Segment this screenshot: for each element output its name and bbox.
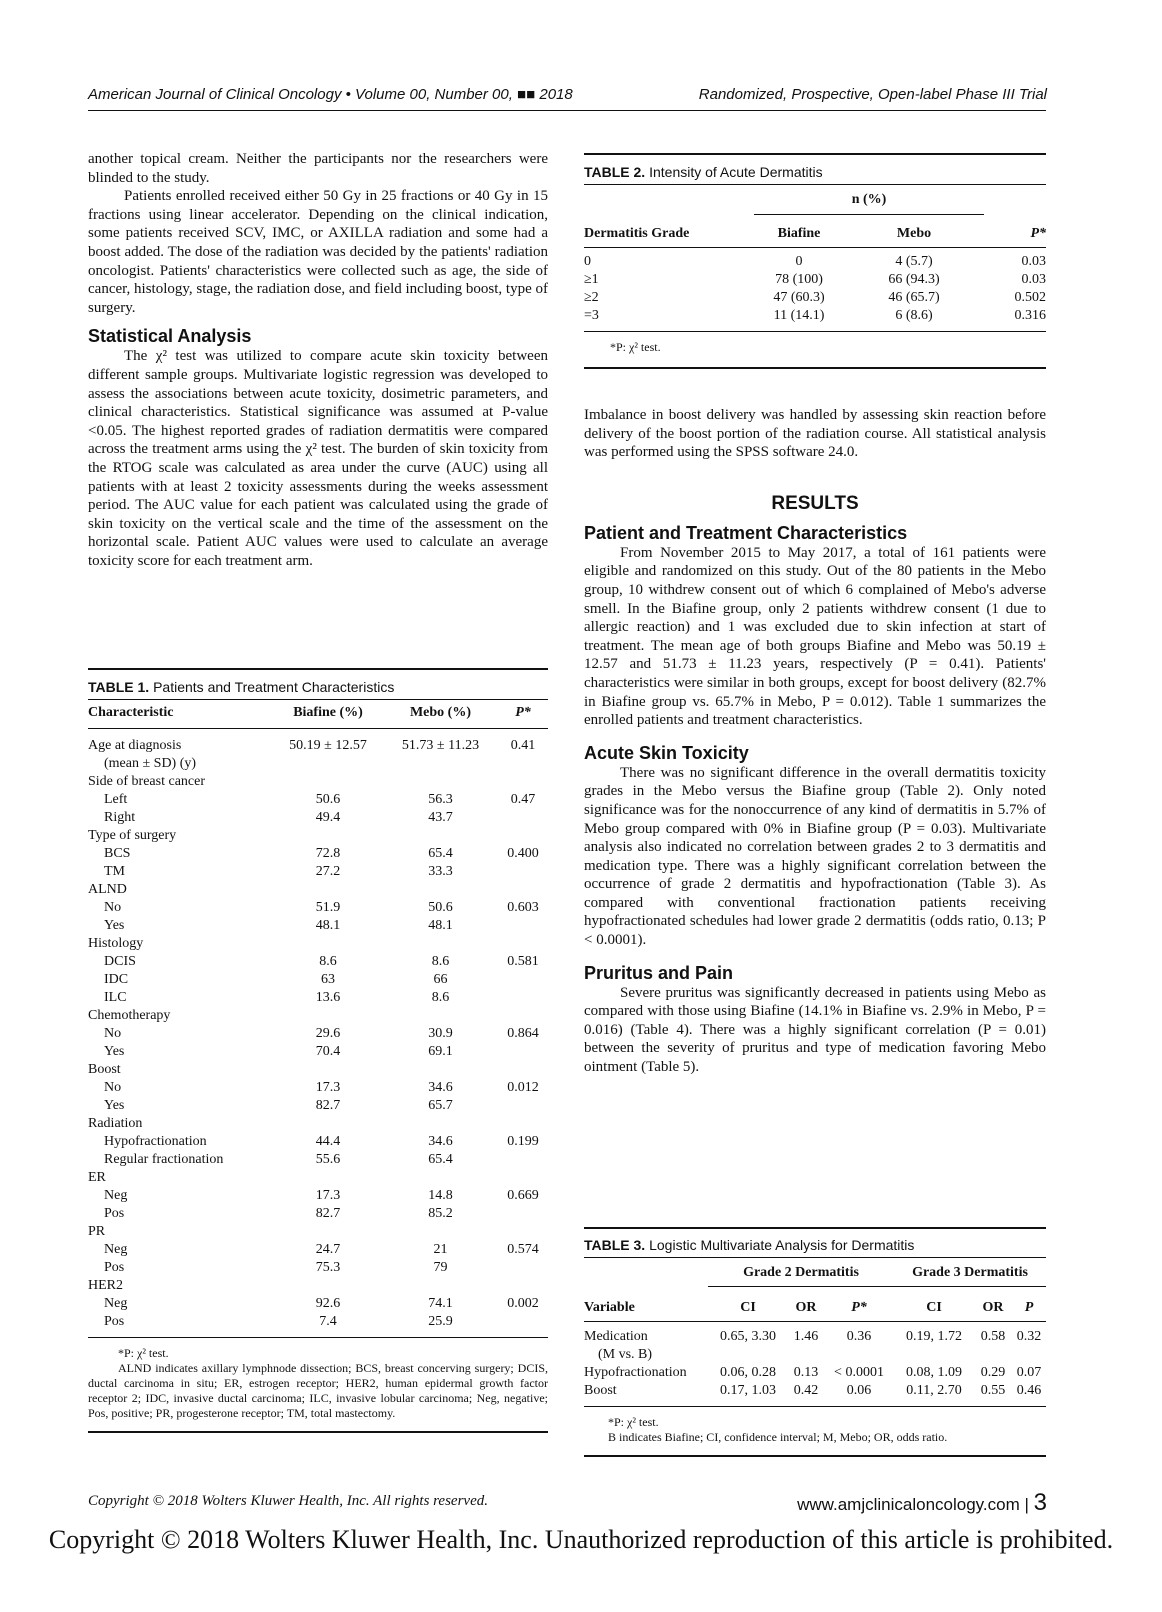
mebo-cell bbox=[383, 755, 498, 773]
row-label: Radiation bbox=[88, 1116, 143, 1131]
results-heading: RESULTS bbox=[771, 492, 859, 514]
col-header: Variable bbox=[584, 1300, 635, 1315]
row-label: Chemotherapy bbox=[88, 1008, 171, 1023]
p-value-cell bbox=[498, 917, 548, 935]
paragraph: From November 2015 to May 2017, a total of 161 patients were eligible and randomized on this study. Out of the 80 patients in the Mebo group, 10 withdrew consent out of which 6 complained of Mebo's adverse smell. In the Biafine group, only 2 patients withdrew consent (1 due to allergic reaction) and 1 was excluded due to skin infection at start of treatment. The mean age of both groups Biafine and Mebo was 50.19 ± 12.57 and 51.73 ± 11.23 years, respectively (P = 0.41). Patients' characteristics were similar in both groups, except for boost delivery (82.7% in Biafine group vs. 65.7% in Mebo, P = 0.012). Table 1 summarizes the enrolled patients and treatment characteristics. bbox=[584, 544, 1046, 729]
biafine-cell bbox=[273, 827, 383, 845]
section-heading: Pruritus and Pain bbox=[584, 962, 734, 983]
biafine-cell: 75.3 bbox=[315, 1260, 341, 1275]
copyright-banner: Copyright © 2018 Wolters Kluwer Health, Inc. Unauthorized reproduction of this article is prohibited. bbox=[48, 1525, 1114, 1554]
row-label: Neg bbox=[104, 1242, 128, 1257]
p-value-cell bbox=[498, 1259, 548, 1277]
biafine-cell: 47 (60.3) bbox=[773, 290, 825, 305]
p-value-cell bbox=[824, 1346, 894, 1364]
mebo-cell: 69.1 bbox=[428, 1044, 453, 1059]
table-2 bbox=[584, 153, 1046, 369]
mebo-cell: 30.9 bbox=[428, 1026, 453, 1041]
left-column bbox=[88, 150, 548, 570]
table-label: TABLE 2. bbox=[584, 164, 646, 180]
table-row bbox=[88, 755, 548, 773]
p-value-cell bbox=[498, 863, 548, 881]
col-header: P bbox=[1024, 1300, 1034, 1315]
running-title: Randomized, Prospective, Open-label Phase III Trial bbox=[698, 86, 1047, 103]
biafine-cell: 11 (14.1) bbox=[773, 308, 825, 323]
mebo-cell bbox=[383, 1115, 498, 1133]
mebo-cell: 66 (94.3) bbox=[888, 272, 940, 287]
group-header: n (%) bbox=[754, 191, 984, 215]
biafine-cell bbox=[273, 773, 383, 791]
p-value-cell: 0.03 bbox=[1021, 254, 1046, 269]
p-value-cell: 0.502 bbox=[1014, 290, 1046, 305]
table-note: *P: χ² test. bbox=[610, 340, 661, 354]
table-row bbox=[88, 1007, 548, 1025]
mebo-cell: 33.3 bbox=[428, 864, 453, 879]
table-row bbox=[584, 307, 1046, 325]
table-row bbox=[88, 1169, 548, 1187]
row-label: IDC bbox=[104, 972, 129, 987]
paragraph: Severe pruritus was significantly decreased in patients using Mebo as compared with those using Biafine (14.1% in Biafine vs. 2.9% in Mebo, P = 0.016) (Table 4). There was a highly significant correlation (P = 0.01) between the severity of pruritus and type of medication favoring Mebo ointment (Table 5). bbox=[584, 984, 1046, 1076]
table-caption bbox=[88, 679, 548, 695]
group-header: Grade 2 Dermatitis bbox=[708, 1264, 894, 1287]
mebo-cell: 46 (65.7) bbox=[888, 290, 940, 305]
or-cell: 0.13 bbox=[793, 1365, 819, 1380]
mebo-cell: 74.1 bbox=[428, 1296, 453, 1311]
row-label: Left bbox=[104, 792, 128, 807]
right-column bbox=[584, 406, 1046, 1077]
table-row bbox=[584, 1328, 1046, 1346]
row-label: Yes bbox=[104, 1098, 125, 1113]
biafine-cell: 27.2 bbox=[315, 864, 341, 879]
row-label: TM bbox=[104, 864, 125, 879]
table-row bbox=[88, 737, 548, 755]
biafine-cell: 51.9 bbox=[315, 900, 341, 915]
mebo-cell bbox=[383, 1061, 498, 1079]
p-value-cell: 0.46 bbox=[1016, 1383, 1042, 1398]
row-label: Boost bbox=[88, 1062, 121, 1077]
col-header: CI bbox=[740, 1300, 756, 1315]
table-row bbox=[88, 791, 548, 809]
p-value-cell bbox=[498, 827, 548, 845]
table-title: Logistic Multivariate Analysis for Dermatitis bbox=[649, 1237, 915, 1253]
p-value-cell: 0.603 bbox=[507, 900, 539, 915]
table-caption bbox=[584, 164, 1046, 180]
variable-cell: Medication bbox=[584, 1329, 648, 1344]
row-label: Yes bbox=[104, 918, 125, 933]
table-row bbox=[88, 1223, 548, 1241]
p-value-cell bbox=[498, 971, 548, 989]
p-value-cell: 0.41 bbox=[510, 738, 536, 753]
col-header: Mebo (%) bbox=[409, 705, 472, 720]
p-value-cell: 0.669 bbox=[507, 1188, 539, 1203]
grade-cell: 0 bbox=[584, 254, 591, 269]
p-value-cell bbox=[498, 1205, 548, 1223]
table-row bbox=[88, 1115, 548, 1133]
p-value-cell: 0.400 bbox=[507, 846, 539, 861]
row-label: Neg bbox=[104, 1296, 128, 1311]
biafine-cell bbox=[273, 1223, 383, 1241]
p-value-cell bbox=[498, 1043, 548, 1061]
biafine-cell: 49.4 bbox=[315, 810, 341, 825]
table-row bbox=[584, 289, 1046, 307]
biafine-cell: 7.4 bbox=[319, 1314, 337, 1329]
p-value-cell: 0.03 bbox=[1021, 272, 1046, 287]
table-row bbox=[88, 881, 548, 899]
biafine-cell: 72.8 bbox=[315, 846, 341, 861]
table-row bbox=[88, 1025, 548, 1043]
mebo-cell: 48.1 bbox=[428, 918, 453, 933]
row-label: Pos bbox=[104, 1260, 125, 1275]
mebo-cell: 65.7 bbox=[428, 1098, 453, 1113]
mebo-cell: 6 (8.6) bbox=[895, 308, 933, 323]
p-value-cell bbox=[498, 1007, 548, 1025]
footer-url-page: www.amjclinicaloncology.com | 3 bbox=[797, 1489, 1047, 1516]
grade-cell: ≥2 bbox=[584, 290, 599, 305]
mebo-cell bbox=[383, 935, 498, 953]
table-row bbox=[88, 1295, 548, 1313]
table-1 bbox=[88, 668, 548, 1433]
p-value-cell: 0.32 bbox=[1016, 1329, 1042, 1344]
row-label: Type of surgery bbox=[88, 828, 177, 843]
table-row bbox=[88, 1043, 548, 1061]
row-label: Side of breast cancer bbox=[88, 774, 205, 789]
table-row bbox=[584, 253, 1046, 271]
paragraph: Patients enrolled received either 50 Gy in 25 fractions or 40 Gy in 15 fractions using linear accelerator. Depending on the clinical indication, some patients received SCV, IMC, or AXILLA radiation and some had a boost added. The dose of the radiation was decided by the patients' radiation oncologist. Patients' characteristics were collected such as age, the side of cancer, histology, stage, the radiation dose, and field including boost, type of surgery. bbox=[88, 188, 548, 316]
ci-cell: 0.17, 1.03 bbox=[720, 1383, 776, 1398]
table-row bbox=[88, 1133, 548, 1151]
paragraph: another topical cream. Neither the participants nor the researchers were blinded to the study. bbox=[88, 151, 548, 186]
mebo-cell: 65.4 bbox=[428, 1152, 453, 1167]
table-row bbox=[88, 917, 548, 935]
page-number: 3 bbox=[1033, 1489, 1047, 1516]
table-row bbox=[88, 809, 548, 827]
biafine-cell bbox=[273, 755, 383, 773]
col-header: P* bbox=[851, 1300, 867, 1315]
table-row bbox=[584, 1364, 1046, 1382]
mebo-cell: 79 bbox=[433, 1260, 448, 1275]
table-row bbox=[88, 1097, 548, 1115]
p-value-cell bbox=[498, 809, 548, 827]
ci-cell: 0.65, 3.30 bbox=[720, 1329, 776, 1344]
paragraph: There was no significant difference in the overall dermatitis toxicity grades in the Mebo versus the Biafine group (Table 2). Only noted significance was for the nonoccurrence of any kind of dermatitis in 5.7% of Mebo group compared with 0% in Biafine group (P = 0.03). Multivariate analysis also indicated no correlation between grades 2 to 3 dermatitis and medication type. There was a highly significant correlation between the occurrence of grade 2 dermatitis and hypofractionation (Table 3). As compared with conventional fractionation patients receiving hypofractionated schedules had lower grade 2 dermatitis (odds ratio, 0.13; P < 0.0001). bbox=[584, 764, 1046, 949]
row-label: No bbox=[104, 900, 122, 915]
footer-copyright: Copyright © 2018 Wolters Kluwer Health, Inc. All rights reserved. bbox=[88, 1493, 488, 1509]
table-row bbox=[584, 1382, 1046, 1400]
ci-cell: 0.06, 0.28 bbox=[720, 1365, 776, 1380]
biafine-cell: 48.1 bbox=[315, 918, 341, 933]
p-value-cell: 0.47 bbox=[510, 792, 536, 807]
or-cell: 0.58 bbox=[980, 1329, 1006, 1344]
p-value-cell: 0.574 bbox=[507, 1242, 539, 1257]
biafine-cell: 44.4 bbox=[315, 1134, 341, 1149]
row-label: Age at diagnosis bbox=[88, 738, 182, 753]
table-row bbox=[88, 989, 548, 1007]
table-row bbox=[88, 1079, 548, 1097]
header-rule bbox=[88, 110, 1046, 111]
variable-cell: Hypofractionation bbox=[584, 1365, 687, 1380]
row-label: Histology bbox=[88, 936, 144, 951]
row-label: DCIS bbox=[104, 954, 136, 969]
biafine-cell bbox=[273, 1169, 383, 1187]
p-value-cell bbox=[498, 1169, 548, 1187]
col-header: OR bbox=[982, 1300, 1004, 1315]
row-label: Hypofractionation bbox=[104, 1134, 207, 1149]
ci-cell bbox=[708, 1346, 788, 1364]
mebo-cell: 34.6 bbox=[428, 1134, 453, 1149]
row-label: Neg bbox=[104, 1188, 128, 1203]
table-3 bbox=[584, 1227, 1046, 1457]
mebo-cell bbox=[383, 1169, 498, 1187]
biafine-cell: 92.6 bbox=[315, 1296, 341, 1311]
or-cell: 0.29 bbox=[980, 1365, 1006, 1380]
biafine-cell: 8.6 bbox=[319, 954, 337, 969]
variable-cell: Boost bbox=[584, 1383, 617, 1398]
mebo-cell: 66 bbox=[433, 972, 448, 987]
mebo-cell: 14.8 bbox=[428, 1188, 453, 1203]
mebo-cell bbox=[383, 1277, 498, 1295]
grade-cell: =3 bbox=[584, 308, 599, 323]
p-value-cell bbox=[498, 1223, 548, 1241]
table-row bbox=[88, 1241, 548, 1259]
row-label: No bbox=[104, 1080, 122, 1095]
p-value-cell: < 0.0001 bbox=[834, 1365, 884, 1380]
biafine-cell: 0 bbox=[795, 254, 803, 269]
or-cell bbox=[974, 1346, 1012, 1364]
table-row bbox=[88, 863, 548, 881]
p-value-cell bbox=[498, 755, 548, 773]
section-heading: Acute Skin Toxicity bbox=[584, 742, 749, 763]
p-value-cell bbox=[498, 989, 548, 1007]
table-3-grid bbox=[584, 1264, 1046, 1400]
biafine-cell: 82.7 bbox=[315, 1206, 341, 1221]
ci-cell: 0.19, 1.72 bbox=[906, 1329, 962, 1344]
mebo-cell: 43.7 bbox=[428, 810, 453, 825]
table-title: Patients and Treatment Characteristics bbox=[153, 679, 395, 695]
col-header: P* bbox=[515, 705, 531, 720]
mebo-cell bbox=[383, 1223, 498, 1241]
mebo-cell bbox=[383, 1007, 498, 1025]
biafine-cell bbox=[273, 1277, 383, 1295]
mebo-cell: 4 (5.7) bbox=[895, 254, 933, 269]
mebo-cell: 21 bbox=[433, 1242, 448, 1257]
row-label: PR bbox=[88, 1224, 106, 1239]
table-row bbox=[88, 773, 548, 791]
journal-header: American Journal of Clinical Oncology • Volume 00, Number 00, ■■ 2018 bbox=[88, 86, 573, 103]
table-note: *P: χ² test. bbox=[118, 1346, 169, 1360]
p-value-cell bbox=[498, 1313, 548, 1331]
biafine-cell: 50.6 bbox=[315, 792, 341, 807]
biafine-cell: 50.19 ± 12.57 bbox=[289, 738, 367, 753]
ci-cell: 0.11, 2.70 bbox=[906, 1383, 962, 1398]
table-caption bbox=[584, 1237, 1046, 1253]
biafine-cell: 82.7 bbox=[315, 1098, 341, 1113]
p-value-cell: 0.06 bbox=[846, 1383, 872, 1398]
table-note: B indicates Biafine; CI, confidence interval; M, Mebo; OR, odds ratio. bbox=[608, 1430, 948, 1444]
table-row bbox=[88, 845, 548, 863]
table-row bbox=[584, 271, 1046, 289]
col-header: Dermatitis Grade bbox=[584, 226, 690, 241]
row-label: Right bbox=[104, 810, 136, 825]
p-value-cell: 0.316 bbox=[1014, 308, 1046, 323]
p-value-cell bbox=[498, 1061, 548, 1079]
row-label: Pos bbox=[104, 1314, 125, 1329]
table-row bbox=[88, 1187, 548, 1205]
biafine-cell bbox=[273, 935, 383, 953]
biafine-cell: 55.6 bbox=[315, 1152, 341, 1167]
p-value-cell bbox=[498, 1115, 548, 1133]
col-header: Biafine (%) bbox=[293, 705, 363, 720]
table-label: TABLE 1. bbox=[88, 679, 150, 695]
table-row bbox=[88, 1277, 548, 1295]
biafine-cell: 63 bbox=[321, 972, 335, 987]
p-value-cell bbox=[1012, 1346, 1046, 1364]
paragraph: Imbalance in boost delivery was handled by assessing skin reaction before delivery of the boost portion of the radiation course. All statistical analysis was performed using the SPSS software 24.0. bbox=[584, 407, 1046, 461]
col-header: OR bbox=[795, 1300, 817, 1315]
row-label: BCS bbox=[104, 846, 131, 861]
table-row bbox=[88, 971, 548, 989]
paragraph: The χ² test was utilized to compare acute skin toxicity between different sample groups. Multivariate logistic regression was developed to assess the associations between acute toxicity, dosimetric parameters, and clinical characteristics. Statistical significance was assumed at P-value <0.05. The highest reported grades of radiation dermatitis were compared across the treatment arms using the χ² test. The burden of skin toxicity from the RTOG scale was calculated as area under the curve (AUC) using all patients with at least 2 toxicity assessments during the weeks assessment period. The AUC value for each patient was calculated using the grade of skin toxicity on the vertical scale and the time of the assessment on the horizontal scale. Patient AUC values were used to calculate an average toxicity score for each treatment arm. bbox=[88, 348, 548, 569]
biafine-cell: 70.4 bbox=[315, 1044, 341, 1059]
mebo-cell: 50.6 bbox=[428, 900, 453, 915]
table-row bbox=[584, 1346, 1046, 1364]
p-value-cell bbox=[498, 935, 548, 953]
or-cell: 0.42 bbox=[793, 1383, 819, 1398]
table-row bbox=[88, 953, 548, 971]
row-label: HER2 bbox=[88, 1278, 123, 1293]
grade-cell: ≥1 bbox=[584, 272, 599, 287]
variable-cell: (M vs. B) bbox=[598, 1347, 653, 1362]
col-header: Characteristic bbox=[88, 705, 174, 720]
mebo-cell: 8.6 bbox=[431, 990, 450, 1005]
p-value-cell: 0.36 bbox=[846, 1329, 872, 1344]
table-row bbox=[88, 1151, 548, 1169]
table-1-grid bbox=[88, 704, 548, 1331]
or-cell bbox=[788, 1346, 824, 1364]
section-heading: Patient and Treatment Characteristics bbox=[584, 522, 908, 543]
mebo-cell: 85.2 bbox=[428, 1206, 453, 1221]
biafine-cell: 29.6 bbox=[315, 1026, 341, 1041]
row-label: Yes bbox=[104, 1044, 125, 1059]
section-heading: Statistical Analysis bbox=[88, 326, 252, 347]
table-row bbox=[88, 1259, 548, 1277]
mebo-cell bbox=[383, 827, 498, 845]
biafine-cell: 17.3 bbox=[315, 1080, 341, 1095]
table-row bbox=[88, 1205, 548, 1223]
p-value-cell bbox=[498, 773, 548, 791]
p-value-cell: 0.864 bbox=[507, 1026, 539, 1041]
col-header: Mebo bbox=[896, 226, 932, 241]
biafine-cell: 13.6 bbox=[315, 990, 341, 1005]
col-header: P* bbox=[1030, 226, 1046, 241]
table-label: TABLE 3. bbox=[584, 1237, 646, 1253]
col-header: Biafine bbox=[777, 226, 821, 241]
table-2-grid bbox=[584, 191, 1046, 325]
mebo-cell: 25.9 bbox=[428, 1314, 453, 1329]
row-label: ER bbox=[88, 1170, 106, 1185]
row-label: Pos bbox=[104, 1206, 125, 1221]
biafine-cell bbox=[273, 881, 383, 899]
row-label: No bbox=[104, 1026, 122, 1041]
journal-url: www.amjclinicaloncology.com bbox=[797, 1495, 1020, 1514]
p-value-cell bbox=[498, 1277, 548, 1295]
table-note: ALND indicates axillary lymphnode dissection; BCS, breast concerving surgery; DCIS, ductal carcinoma in situ; ER, estrogen receptor; HER2, human epidermal growth factor receptor 2; IDC, invasive ductal carcinoma; ILC, invasive lobular carcinoma; Neg, negative; Pos, positive; PR, progesterone receptor; TM, total mastectomy. bbox=[88, 1361, 548, 1420]
table-row bbox=[88, 935, 548, 953]
p-value-cell: 0.07 bbox=[1016, 1365, 1042, 1380]
p-value-cell bbox=[498, 881, 548, 899]
table-row bbox=[88, 1061, 548, 1079]
row-label: ILC bbox=[104, 990, 127, 1005]
row-label: Regular fractionation bbox=[104, 1152, 224, 1167]
table-row bbox=[88, 1313, 548, 1331]
p-value-cell: 0.199 bbox=[507, 1134, 539, 1149]
mebo-cell: 51.73 ± 11.23 bbox=[401, 738, 480, 753]
mebo-cell: 8.6 bbox=[431, 954, 450, 969]
biafine-cell bbox=[273, 1061, 383, 1079]
p-value-cell: 0.581 bbox=[507, 954, 539, 969]
biafine-cell bbox=[273, 1007, 383, 1025]
table-row bbox=[88, 899, 548, 917]
biafine-cell: 24.7 bbox=[315, 1242, 341, 1257]
mebo-cell: 65.4 bbox=[428, 846, 453, 861]
col-header: CI bbox=[926, 1300, 942, 1315]
biafine-cell: 78 (100) bbox=[775, 272, 823, 287]
group-header: Grade 3 Dermatitis bbox=[894, 1264, 1046, 1287]
ci-cell: 0.08, 1.09 bbox=[906, 1365, 962, 1380]
or-cell: 0.55 bbox=[980, 1383, 1006, 1398]
table-note: *P: χ² test. bbox=[608, 1415, 659, 1429]
biafine-cell bbox=[273, 1115, 383, 1133]
row-label: (mean ± SD) (y) bbox=[104, 756, 197, 771]
table-title: Intensity of Acute Dermatitis bbox=[649, 164, 823, 180]
p-value-cell bbox=[498, 1097, 548, 1115]
p-value-cell: 0.012 bbox=[507, 1080, 539, 1095]
p-value-cell: 0.002 bbox=[507, 1296, 539, 1311]
mebo-cell bbox=[383, 773, 498, 791]
mebo-cell: 34.6 bbox=[428, 1080, 453, 1095]
row-label: ALND bbox=[88, 882, 127, 897]
mebo-cell: 56.3 bbox=[428, 792, 453, 807]
or-cell: 1.46 bbox=[793, 1329, 819, 1344]
biafine-cell: 17.3 bbox=[315, 1188, 341, 1203]
p-value-cell bbox=[498, 1151, 548, 1169]
mebo-cell bbox=[383, 881, 498, 899]
table-row bbox=[88, 827, 548, 845]
ci-cell bbox=[894, 1346, 974, 1364]
